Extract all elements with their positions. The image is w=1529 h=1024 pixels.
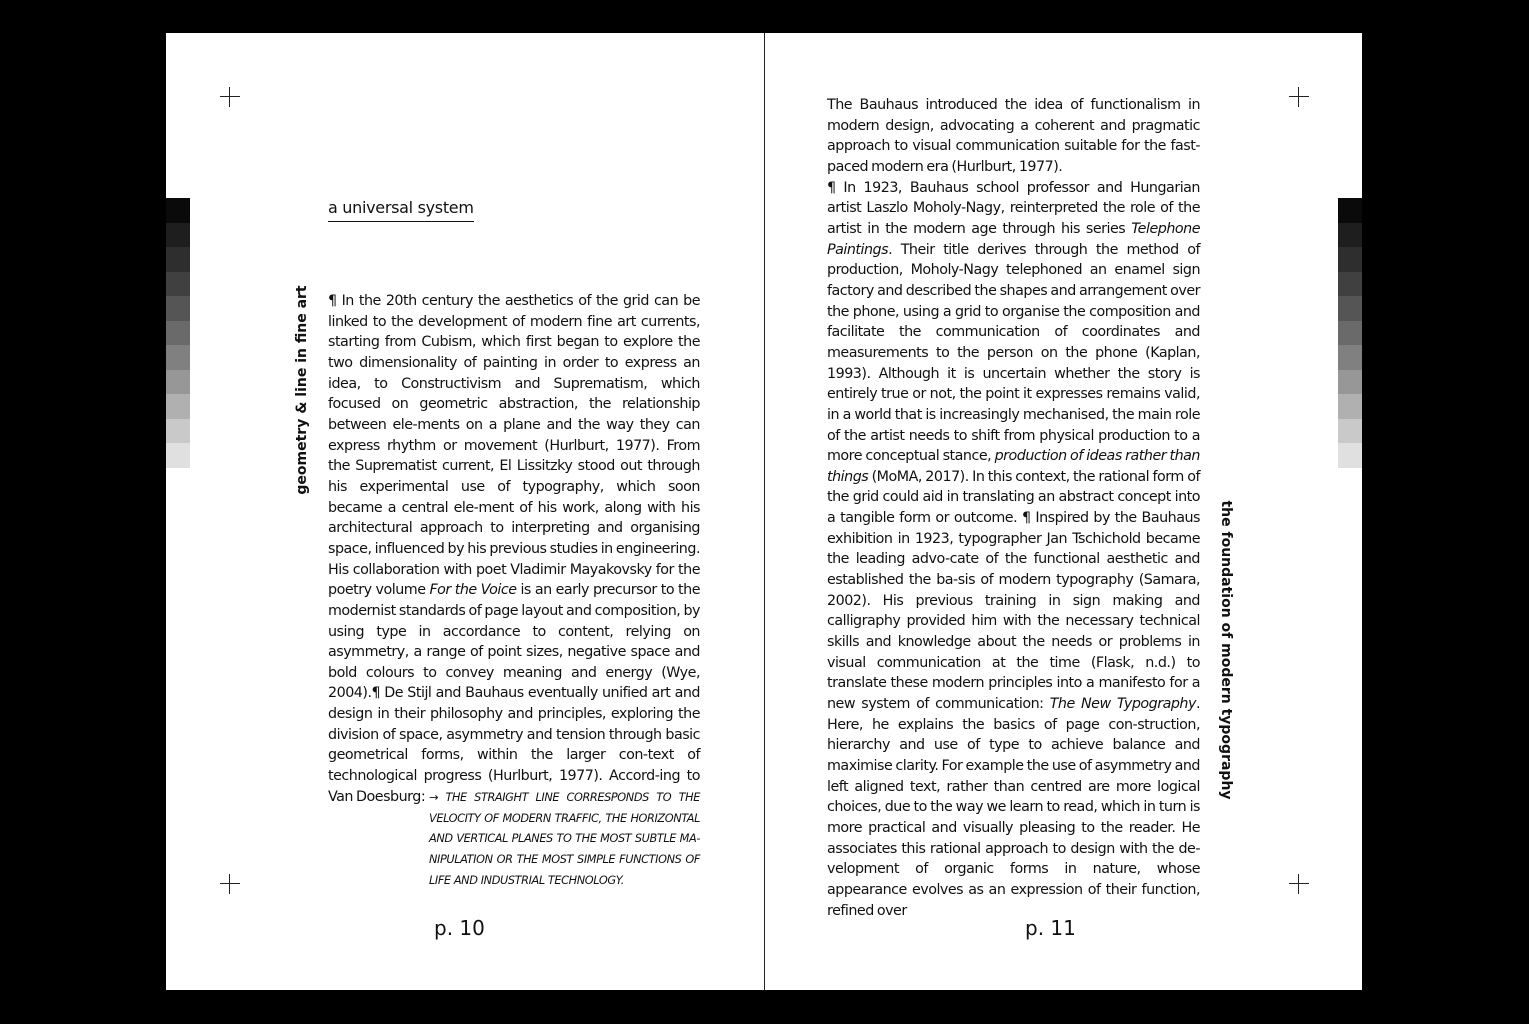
left-body-text [328,291,700,807]
gray-swatch [1338,198,1362,223]
gray-swatch [166,394,190,419]
italic-title: For the Voice [429,582,517,599]
gray-swatch [166,223,190,248]
page-number: p. 10 [434,916,485,940]
gray-swatch [1338,296,1362,321]
section-heading: a universal system [328,196,474,222]
gray-swatch [166,370,190,395]
gray-swatch [1338,419,1362,444]
grayscale-swatch-strip-left [166,198,190,468]
right-body-text [827,95,1200,921]
grayscale-swatch-strip-right [1338,198,1362,468]
body-paragraph: ¶ In the 20th century the aesthetics of the grid can be linked to the development of modern fine art currents, starting from Cubism, which first began to explore the two dimensionality of painting in order to express an idea, to Constructivism and Suprematism, which focused on geometric abstraction, the relationship between ele-ments on a plane and the way they can express rhythm or movement (Hurlburt, 1977). From the Suprematist current, El Lissitzky stood out through his experimental use of typography, which soon became a central ele-ment of his work, along with his architectural approach to interpreting and organising space, influenced by his previous studies in engineering. His collaboration with poet Vladimir Mayakovsky for the poetry volume [328,293,700,599]
body-paragraph: . Here, he explains the basics of page con-struction, hierarchy and use of type to achieve balance and maximise clarity. For example the use of asymmetry and left aligned text, rather than centred are more logical choices, due to the way we learn to read, which in turn is more practical and visually pleasing to the reader. He associates this rational approach to design with the de-velopment of organic forms in nature, whose appearance evolves as an expression of their function, refined over [827,696,1201,919]
crop-mark-icon [220,87,240,107]
book-spine [764,33,765,990]
body-paragraph: ¶ In 1923, Bauhaus school professor and Hungarian artist Laszlo Moholy-Nagy, reinterpreted the role of the artist in the modern age through his series [827,179,1200,237]
page-number: p. 11 [1025,916,1076,940]
gray-swatch [1338,370,1362,395]
gray-swatch [166,443,190,468]
gray-swatch [1338,345,1362,370]
italic-title: Telephone Paintings [827,220,1200,258]
gray-swatch [1338,443,1362,468]
crop-mark-icon [1289,874,1309,894]
body-paragraph: The Bauhaus introduced the idea of functionalism in modern design, advocating a coherent and pragmatic approach to visual communication suitable for the fast-paced modern era (Hurlburt, 1977). [827,97,1200,175]
crop-mark-icon [1289,87,1309,107]
right-running-title: the foundation of modern typography [1218,500,1234,800]
italic-phrase: production of ideas rather than things [827,448,1200,485]
gray-swatch [1338,394,1362,419]
gray-swatch [1338,247,1362,272]
gray-swatch [166,321,190,346]
crop-mark-icon [220,874,240,894]
gray-swatch [166,198,190,223]
block-quote: → THE STRAIGHT LINE CORRESPONDS TO THE VELOCITY OF MODERN TRAFFIC, THE HORIZONTAL AND VERTICAL PLANES TO THE MOST SUBTLE MA-NIPULATION OR THE MOST SIMPLE FUNCTIONS OF LIFE AND INDUSTRIAL TECHNOLOGY. [429,791,700,887]
gray-swatch [1338,223,1362,248]
body-paragraph: (MoMA, 2017). In this context, the rational form of the grid could aid in translating an abstract concept into a tangible form or outcome. ¶ Inspired by the Bauhaus exhibition in 1923, typographer Jan Tschichold became the leading advo-cate of the functional aesthetic and established the ba-sis of modern typography (Samara, 2002). His previous training in sign making and calligraphy provided him with the necessary technical skills and knowledge about the needs or problems in visual communication at the time (Flask, n.d.) to translate these modern principles into a manifesto for a new system of communication: [827,468,1200,713]
gray-swatch [166,247,190,272]
body-paragraph: . Their title derives through the method of production, Moholy-Nagy telephoned an enamel sign factory and described the shapes and arrangement over the phone, using a grid to organise the composition and facilitate the communication of coordinates and measurements to the person on the phone (Kaplan, 1993). Although it is uncertain whether the story is entirely true or not, the point it expresses remains valid, in a world that is increasingly mechanised, the main role of the artist needs to shift from physical production to a more conceptual stance, [827,241,1200,465]
gray-swatch [166,419,190,444]
left-running-title: geometry & line in fine art [294,285,310,495]
gray-swatch [166,296,190,321]
gray-swatch [1338,272,1362,297]
italic-title: The New Typography [1049,696,1196,713]
gray-swatch [166,272,190,297]
gray-swatch [166,345,190,370]
gray-swatch [1338,321,1362,346]
body-paragraph: is an early precursor to the modernist standards of page layout and composition, by using type in accordance to content, relying on asymmetry, a range of point sizes, negative space and bold colours to convey meaning and energy (Wye, 2004).¶ De Stijl and Bauhaus eventually unified art and design in their philosophy and principles, exploring the division of space, asymmetry and tension through basic geometrical forms, within the larger con-text of technological progress (Hurlburt, 1977). Accord-ing to Van Doesburg: [328,582,700,805]
